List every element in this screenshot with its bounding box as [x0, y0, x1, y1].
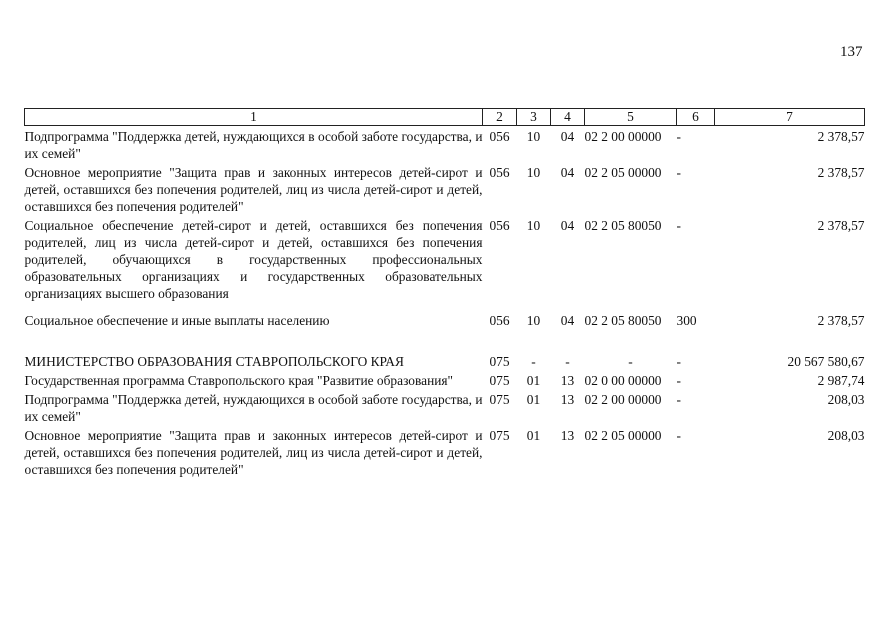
row-rz: 10 — [526, 165, 541, 180]
row-pr: 04 — [560, 218, 575, 233]
header-col-4: 4 — [551, 109, 585, 126]
row-sum: 2 378,57 — [817, 165, 865, 180]
row-ved: 056 — [489, 218, 510, 233]
table-row — [25, 215, 865, 302]
row-vr: - — [676, 218, 681, 233]
row-ved: 075 — [489, 354, 510, 369]
row-csr: 02 2 00 00000 — [584, 129, 662, 144]
header-col-2: 2 — [483, 109, 517, 126]
row-ved: 075 — [489, 373, 510, 388]
row-pr: - — [565, 354, 570, 369]
row-sum: 2 378,57 — [817, 313, 865, 328]
row-ved: 056 — [489, 165, 510, 180]
row-pr: 13 — [560, 373, 575, 388]
row-ved: 056 — [489, 129, 510, 144]
table-row — [25, 370, 865, 389]
row-rz: 01 — [526, 428, 541, 443]
header-col-3: 3 — [517, 109, 551, 126]
row-csr: 02 2 05 80050 — [584, 313, 662, 328]
table-row — [25, 162, 865, 215]
header-col-5: 5 — [585, 109, 677, 126]
row-sum: 208,03 — [827, 428, 865, 443]
table-row — [25, 389, 865, 425]
budget-table — [24, 108, 865, 478]
row-vr: 300 — [676, 313, 697, 328]
row-csr: 02 0 00 00000 — [584, 373, 662, 388]
row-rz: 01 — [526, 373, 541, 388]
row-pr: 04 — [560, 165, 575, 180]
row-name: Социальное обеспечение детей-сирот и детей, оставшихся без попечения родителей, лиц из числа детей-сирот и детей, оставшихся без попечения родителей, обучающихся в государственных профессиональных образовательных организациях и государственных образовательных организациях высшего образования — [24, 218, 483, 301]
row-csr: 02 2 00 00000 — [584, 392, 662, 407]
row-csr: 02 2 05 00000 — [584, 428, 662, 443]
row-vr: - — [676, 165, 681, 180]
table-row — [25, 329, 865, 370]
row-vr: - — [676, 354, 681, 369]
row-vr: - — [676, 129, 681, 144]
row-csr: 02 2 05 80050 — [584, 218, 662, 233]
row-name: Социальное обеспечение и иные выплаты населению — [24, 313, 330, 328]
table-row — [25, 126, 865, 163]
row-sum: 2 378,57 — [817, 218, 865, 233]
row-name: Основное мероприятие "Защита прав и законных интересов детей-сирот и детей, оставшихся без попечения родителей, лиц из числа детей-сирот и детей, оставшихся без попечения родителей" — [24, 165, 483, 214]
row-name: Подпрограмма "Поддержка детей, нуждающихся в особой заботе государства, и их семей" — [24, 392, 483, 424]
row-pr: 13 — [560, 428, 575, 443]
row-rz: - — [531, 354, 536, 369]
row-ved: 056 — [489, 313, 510, 328]
header-col-7: 7 — [715, 109, 865, 126]
row-name: Государственная программа Ставропольского края "Развитие образования" — [24, 373, 454, 388]
row-name: Основное мероприятие "Защита прав и законных интересов детей-сирот и детей, оставшихся без попечения родителей, лиц из числа детей-сирот и детей, оставшихся без попечения родителей" — [24, 428, 483, 477]
row-pr: 04 — [560, 129, 575, 144]
page-number: 137 — [840, 44, 863, 60]
row-sum: 208,03 — [827, 392, 865, 407]
row-ved: 075 — [489, 428, 510, 443]
row-name: Подпрограмма "Поддержка детей, нуждающихся в особой заботе государства, и их семей" — [24, 129, 483, 161]
row-vr: - — [676, 373, 681, 388]
row-pr: 04 — [560, 313, 575, 328]
row-sum: 2 987,74 — [817, 373, 865, 388]
row-vr: - — [676, 392, 681, 407]
row-rz: 10 — [526, 218, 541, 233]
row-pr: 13 — [560, 392, 575, 407]
table-row — [25, 425, 865, 478]
table-header-row — [25, 109, 865, 126]
header-col-6: 6 — [677, 109, 715, 126]
row-rz: 10 — [526, 313, 541, 328]
row-rz: 01 — [526, 392, 541, 407]
header-col-1: 1 — [25, 109, 483, 126]
row-sum: 20 567 580,67 — [787, 354, 865, 369]
row-sum: 2 378,57 — [817, 129, 865, 144]
row-name: МИНИСТЕРСТВО ОБРАЗОВАНИЯ СТАВРОПОЛЬСКОГО КРАЯ — [24, 354, 404, 369]
row-rz: 10 — [526, 129, 541, 144]
row-csr: - — [628, 354, 633, 369]
row-csr: 02 2 05 00000 — [584, 165, 662, 180]
table-row — [25, 302, 865, 329]
row-vr: - — [676, 428, 681, 443]
row-ved: 075 — [489, 392, 510, 407]
